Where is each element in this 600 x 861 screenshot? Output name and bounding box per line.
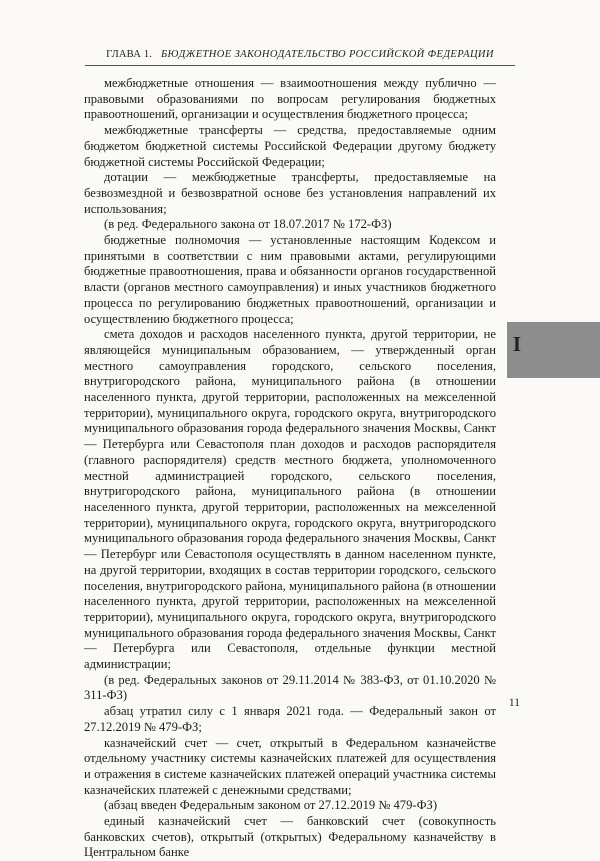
paragraph: казначейский счет — счет, открытый в Федеральном казначействе отдельному участнику системы казначейских платежей для осуществления и отражения в системе казначейских платежей операций участника системы казначейских платежей с денежными средствами; (84, 735, 496, 797)
running-header-title: БЮДЖЕТНОЕ ЗАКОНОДАТЕЛЬСТВО РОССИЙСКОЙ ФЕДЕРАЦИИ (160, 49, 494, 60)
paragraph: единый казначейский счет — банковский счет (совокупность банковских счетов), открытый (открытых) Федеральному казначейству в Центральном банке (84, 814, 496, 860)
paragraph: смета доходов и расходов населенного пункта, другой территории, не являющейся муниципальным образованием, — утвержденный орган местного самоуправления городского, сельского поселения, внутригородского района, муниципального района (в отношении населенного пункта, другой территории, расположенных на межселенной территории), муниципального округа, городского округа, внутригородского муниципального образования города федерального значения Москвы, Санкт — Петербурга или Севастополя план доходов и расходов распорядителя (главного распорядителя) средств местного бюджета, уполномоченного местной администрацией городского, сельского поселения, внутригородского района, муниципального района (в отношении населенного пункта, другой территории, расположенных на межселенной территории), муниципального округа, городского округа, внутригородского муниципального образования города федерального значения Москвы, Санкт — Петербург или Севастополя осуществлять в данном населенном пункте, на другой территории, входящих в состав территории городского, сельского поселения, внутригородского района, муниципального района (в отношении населенного пункта, другой территории, расположенных на межселенной территории), муниципального округа, городского округа, внутригородского муниципального образования города федерального значения Москвы, Санкт — Петербурга или Севастополя, отдельные функции местной администрации; (84, 327, 496, 672)
paragraph: абзац утратил силу с 1 января 2021 года. — Федеральный закон от 27.12.2019 № 479-ФЗ; (84, 704, 496, 734)
paragraph: межбюджетные трансферты — средства, предоставляемые одним бюджетом бюджетной системы Российской Федерации другому бюджету бюджетной системы Российской Федерации; (84, 123, 496, 169)
running-header-chapter: ГЛАВА 1. (106, 49, 153, 60)
chapter-tab-label: I (512, 332, 522, 356)
paragraph: бюджетные полномочия — установленные настоящим Кодексом и принятыми в соответствии с ним правовыми актами, регулирующими бюджетные правоотношения, права и обязанности органов государственной власти (органов местного самоуправления) и иных участников бюджетного процесса по регулированию бюджетных правоотношений, организации и осуществлению бюджетного процесса; (84, 233, 496, 326)
paragraph: дотации — межбюджетные трансферты, предоставляемые на безвозмездной и безвозвратной основе без установления направлений их использования; (84, 170, 496, 216)
header-rule (85, 65, 515, 66)
paragraph: межбюджетные отношения — взаимоотношения между публично — правовыми образованиями по вопросам регулирования бюджетных правоотношений, организации и осуществления бюджетного процесса; (84, 76, 496, 122)
running-header (80, 49, 520, 60)
paragraph: (в ред. Федеральных законов от 29.11.2014 № 383-ФЗ, от 01.10.2020 № 311-ФЗ) (84, 672, 496, 703)
body-text (84, 76, 496, 861)
paragraph: (в ред. Федерального закона от 18.07.2017 № 172-ФЗ) (104, 217, 392, 232)
paragraph: (абзац введен Федеральным законом от 27.12.2019 № 479-ФЗ) (104, 798, 438, 813)
page-number: 11 (508, 697, 520, 709)
